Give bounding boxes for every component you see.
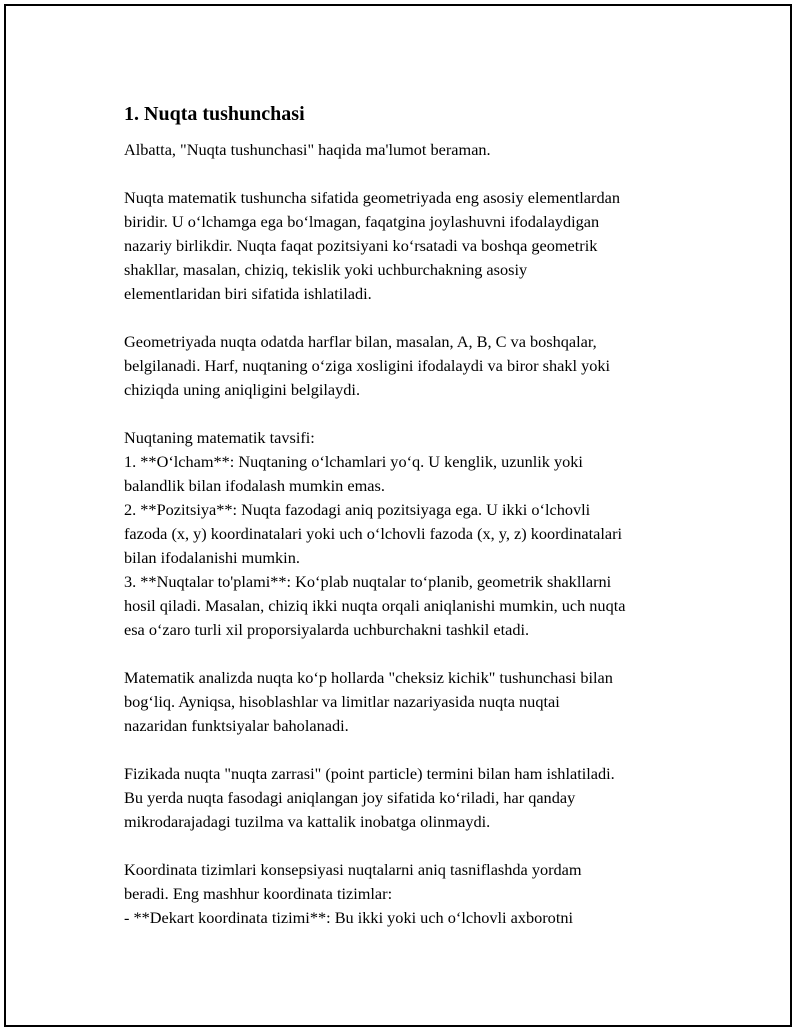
paragraph-analysis xyxy=(124,666,699,738)
text-line: Geometriyada nuqta odatda harflar bilan, masalan, A, B, C va boshqalar, xyxy=(124,332,597,351)
text-line: chiziqda uning aniqligini belgilaydi. xyxy=(124,380,361,399)
text-line: mikrodarajadagi tuzilma va kattalik inobatga olinmaydi. xyxy=(124,812,491,831)
document-content xyxy=(124,102,699,954)
text-line: biridir. U o‘lchamga ega bo‘lmagan, faqatgina joylashuvni ifodalaydigan xyxy=(124,212,600,231)
section-heading: 1. Nuqta tushunchasi xyxy=(124,103,305,125)
paragraph-coordinates xyxy=(124,858,699,930)
text-line: bog‘liq. Ayniqsa, hisoblashlar va limitlar nazariyasida nuqta nuqtai xyxy=(124,692,560,711)
text-line: shakllar, masalan, chiziq, tekislik yoki uchburchakning asosiy xyxy=(124,260,528,279)
text-line: Albatta, "Nuqta tushunchasi" haqida ma'lumot beraman. xyxy=(124,140,491,159)
paragraph-notation xyxy=(124,330,699,402)
text-line: Nuqtaning matematik tavsifi: xyxy=(124,428,315,447)
text-line: Matematik analizda nuqta ko‘p hollarda "cheksiz kichik" tushunchasi bilan xyxy=(124,668,613,687)
document-page xyxy=(4,4,792,1027)
text-line: Fizikada nuqta "nuqta zarrasi" (point particle) termini bilan ham ishlatiladi. xyxy=(124,764,615,783)
list-item: 2. **Pozitsiya**: Nuqta fazodagi aniq pozitsiyaga ega. U ikki o‘lchovli xyxy=(124,500,591,519)
list-item: 3. **Nuqtalar to'plami**: Ko‘plab nuqtalar to‘planib, geometrik shakllarni xyxy=(124,572,612,591)
paragraph-properties-list xyxy=(124,426,699,642)
text-line: Nuqta matematik tushuncha sifatida geometriyada eng asosiy elementlardan xyxy=(124,188,620,207)
text-line: nazariy birlikdir. Nuqta faqat pozitsiyani ko‘rsatadi va boshqa geometrik xyxy=(124,236,598,255)
list-item: 1. **O‘lcham**: Nuqtaning o‘lchamlari yo‘q. U kenglik, uzunlik yoki xyxy=(124,452,583,471)
text-line: fazoda (x, y) koordinatalari yoki uch o‘lchovli fazoda (x, y, z) koordinatalari xyxy=(124,524,623,543)
paragraph-intro xyxy=(124,138,699,162)
text-line: Bu yerda nuqta fasodagi aniqlangan joy sifatida ko‘riladi, har qanday xyxy=(124,788,576,807)
text-line: bilan ifodalanishi mumkin. xyxy=(124,548,300,567)
text-line: elementlaridan biri sifatida ishlatiladi. xyxy=(124,284,372,303)
text-line: belgilanadi. Harf, nuqtaning o‘ziga xosligini ifodalaydi va biror shakl yoki xyxy=(124,356,611,375)
paragraph-physics xyxy=(124,762,699,834)
text-line: beradi. Eng mashhur koordinata tizimlar: xyxy=(124,884,393,903)
text-line: esa o‘zaro turli xil proporsiyalarda uchburchakni tashkil etadi. xyxy=(124,620,530,639)
text-line: Koordinata tizimlari konsepsiyasi nuqtalarni aniq tasniflashda yordam xyxy=(124,860,582,879)
text-line: balandlik bilan ifodalash mumkin emas. xyxy=(124,476,385,495)
paragraph-definition xyxy=(124,186,699,306)
text-line: nazaridan funktsiyalar baholanadi. xyxy=(124,716,349,735)
list-item: - **Dekart koordinata tizimi**: Bu ikki yoki uch o‘lchovli axborotni xyxy=(124,908,574,927)
text-line: hosil qiladi. Masalan, chiziq ikki nuqta orqali aniqlanishi mumkin, uch nuqta xyxy=(124,596,626,615)
